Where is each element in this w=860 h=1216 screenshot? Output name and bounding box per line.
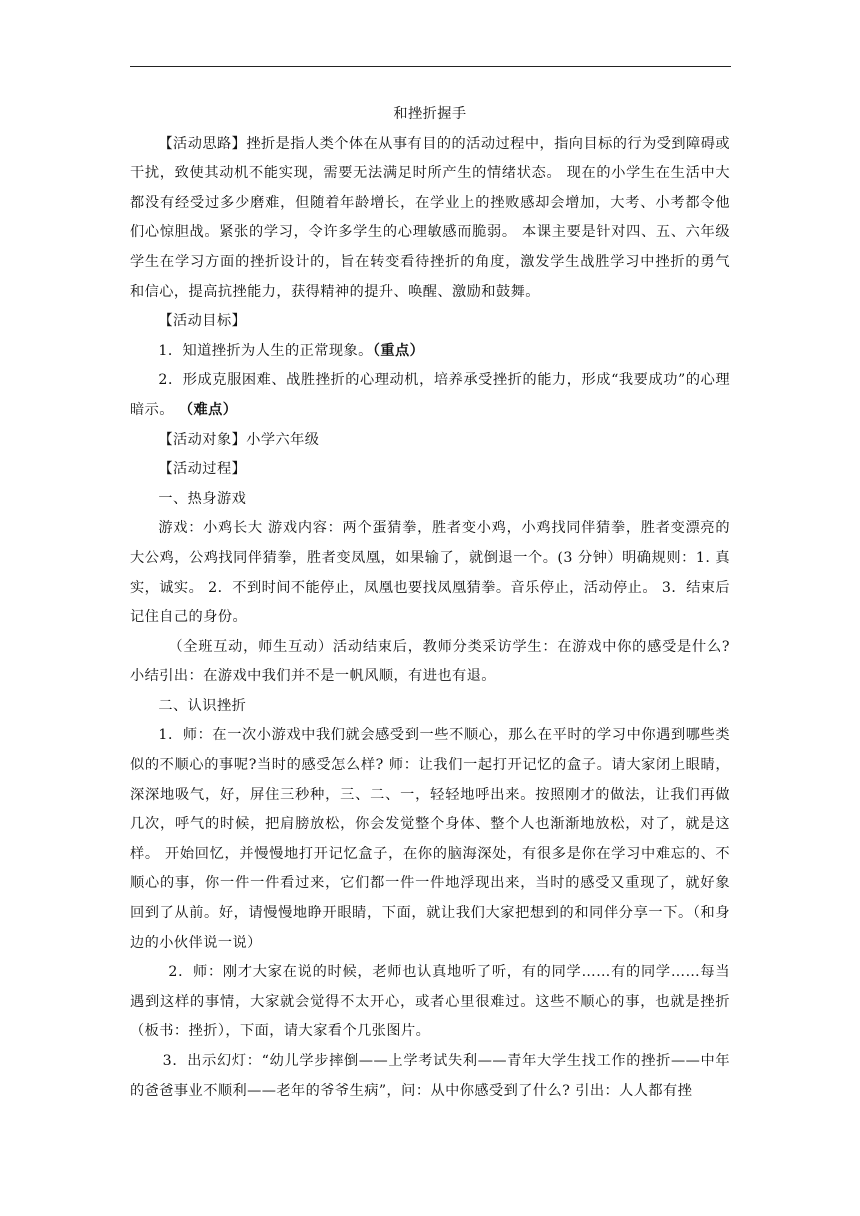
goal-item-1 (130, 337, 730, 367)
section-heading-1: 一、热身游戏 (158, 490, 247, 507)
goal-item-1-text: 1．知道挫折为人生的正常现象。 (158, 342, 373, 359)
document-body (130, 100, 730, 1106)
activity-target: 【活动对象】小学六年级 (158, 431, 320, 448)
activity-goal-heading: 【活动目标】 (158, 313, 247, 330)
goal-item-2-mark: （难点） (178, 401, 238, 418)
document-title: 和挫折握手 (393, 106, 467, 122)
step-2-paragraph: 2．师：刚才大家在说的时候，老师也认真地听了听，有的同学……有的同学……每当遇到这样的事情，大家就会觉得不太开心，或者心里很难过。这些不顺心的事，也就是挫折（板书：挫折），下面，请大家看个几张图片。 (130, 964, 730, 1040)
header-rule (130, 66, 731, 67)
goal-item-1-mark: （重点） (372, 342, 425, 359)
goal-item-2 (130, 366, 730, 425)
step-1-paragraph: 1．师：在一次小游戏中我们就会感受到一些不顺心，那么在平时的学习中你遇到哪些类似的不顺心的事呢?当时的感受怎么样? 师：让我们一起打开记忆的盒子。请大家闭上眼睛，深深地吸气，好，屏住三秒种，三、二、一，轻轻地呼出来。按照刚才的做法，让我们再做几次，呼气的时候，把肩膀放松，你会发觉整个身体、整个人也渐渐地放松，对了，就是这样。 开始回忆，并慢慢地打开记忆盒子，在你的脑海深处，有很多是你在学习中难忘的、不顺心的事，你一件一件看过来，它们都一件一件地浮现出来，当时的感受又重现了，就好象回到了从前。好，请慢慢地睁开眼睛，下面，就让我们大家把想到的和同伴分享一下。（和身边的小伙伴说一说） (130, 727, 730, 951)
interaction-paragraph: （全班互动，师生互动）活动结束后，教师分类采访学生：在游戏中你的感受是什么? 小结引出：在游戏中我们并不是一帆风顺，有进也有退。 (130, 638, 730, 685)
activity-process-heading: 【活动过程】 (158, 461, 247, 478)
activity-idea-paragraph: 【活动思路】挫折是指人类个体在从事有目的的活动过程中，指向目标的行为受到障碍或干扰，致使其动机不能实现，需要无法满足时所产生的情绪状态。 现在的小学生在生活中大都没有经受过多少磨难，但随着年龄增长，在学业上的挫败感却会增加，大考、小考都令他们心惊胆战。紧张的学习，令许多学生的心理敏感而脆弱。 本课主要是针对四、五、六年级学生在学习方面的挫折设计的，旨在转变看待挫折的角度，激发学生战胜学习中挫折的勇气和信心，提高抗挫能力，获得精神的提升、唤醒、激励和鼓舞。 (130, 135, 730, 300)
goal-item-2-text: 2．形成克服困难、战胜挫折的心理动机，培养承受挫折的能力，形成“我要成功”的心理暗示。 (130, 372, 730, 418)
step-3-paragraph: 3．出示幻灯：“幼儿学步摔倒——上学考试失利——青年大学生找工作的挫折——中年的爸爸事业不顺利——老年的爷爷生病”，问：从中你感受到了什么? 引出：人人都有挫 (130, 1053, 730, 1099)
section-heading-2: 二、认识挫折 (158, 697, 247, 714)
game-paragraph: 游戏：小鸡长大 游戏内容：两个蛋猜拳，胜者变小鸡，小鸡找同伴猜拳，胜者变漂亮的大公鸡，公鸡找同伴猜拳，胜者变凤凰，如果输了，就倒退一个。(3 分钟）明确规则：1. 真实，诚实。 2．不到时间不能停止，凤凰也要找凤凰猜拳。音乐停止，活动停止。 3．结束后记住自己的身份。 (130, 520, 730, 626)
